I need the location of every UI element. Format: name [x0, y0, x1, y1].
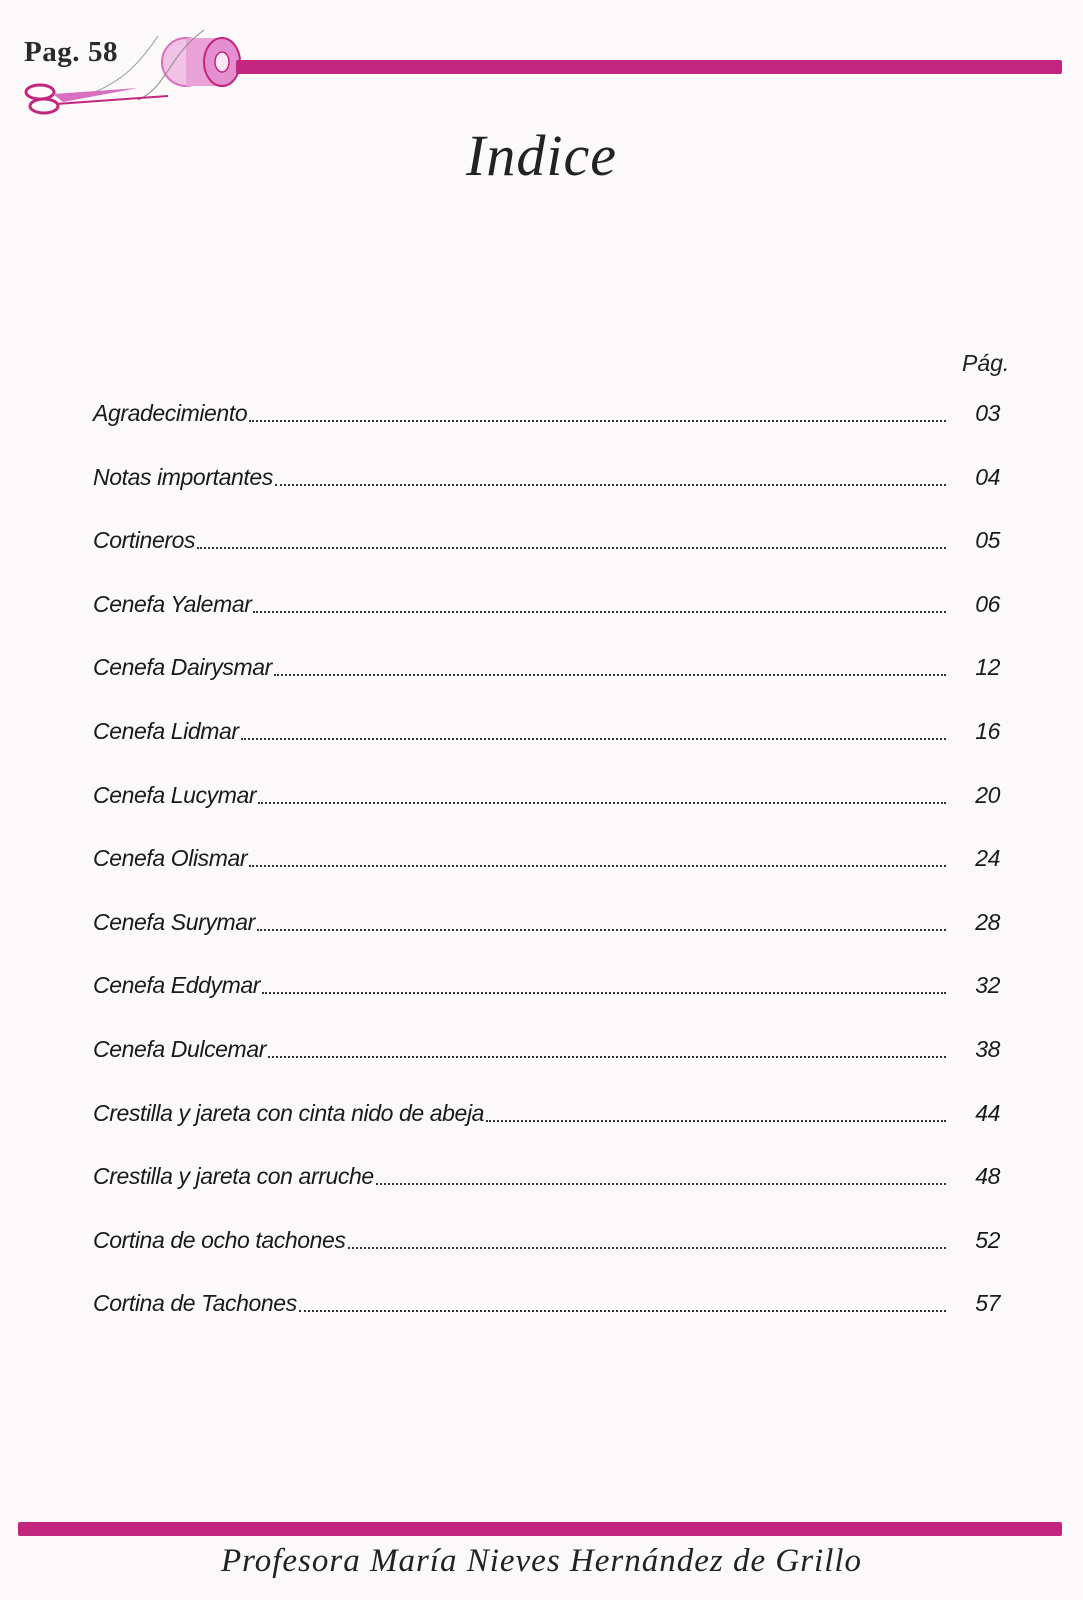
page-header [0, 0, 1083, 130]
toc-entry-page: 03 [975, 400, 1000, 426]
toc-entry-title: Cenefa Dairysmar [93, 654, 272, 681]
toc-entry [93, 464, 1010, 528]
toc-dot-leader [275, 482, 946, 486]
toc-entry-title: Cortina de ocho tachones [93, 1226, 346, 1253]
page-label-text: Pag. [24, 36, 80, 68]
toc-entry [93, 718, 1010, 782]
toc-dot-leader [299, 1308, 946, 1312]
toc-dot-leader [274, 672, 946, 676]
toc-entry [93, 654, 1010, 718]
toc-entry-page: 32 [975, 972, 1000, 999]
toc-entry-page: 06 [975, 590, 1000, 617]
footer-divider-bar [18, 1522, 1062, 1536]
toc-entry [93, 909, 1010, 973]
toc-entry [93, 845, 1010, 909]
toc-entry-title: Cenefa Eddymar [93, 972, 260, 999]
toc-dot-leader [249, 863, 946, 867]
toc-dot-leader [241, 736, 946, 740]
toc-entry-title: Cortineros [93, 527, 196, 554]
toc-entry-title: Cenefa Dulcemar [93, 1035, 266, 1062]
toc-dot-leader [249, 418, 946, 422]
toc-entry-page: 28 [975, 908, 1000, 935]
toc-dot-leader [262, 990, 946, 994]
toc-entry-page: 52 [975, 1226, 1000, 1253]
toc-entry [93, 972, 1010, 1036]
toc-entry [93, 527, 1010, 591]
toc-entry-page: 44 [975, 1099, 1000, 1126]
toc-dot-leader [258, 800, 946, 804]
toc-dot-leader [486, 1118, 946, 1122]
toc-entry [93, 400, 1010, 464]
toc-entry-page: 48 [975, 1163, 1000, 1190]
toc-entry-title: Cenefa Lucymar [93, 781, 257, 808]
toc-entry-page: 04 [975, 463, 1000, 490]
page-title: Indice [466, 123, 617, 188]
toc-entry-title: Cenefa Olismar [93, 845, 248, 872]
toc-entry [93, 782, 1010, 846]
table-of-contents [93, 400, 1010, 1354]
toc-entry-title: Cenefa Surymar [93, 908, 255, 935]
toc-entry [93, 591, 1010, 655]
toc-entry-title: Cenefa Lidmar [93, 717, 239, 744]
toc-entry-page: 57 [975, 1290, 1000, 1317]
toc-entry-page: 12 [975, 654, 1000, 681]
toc-dot-leader [257, 927, 946, 931]
toc-entry-title: Notas importantes [93, 463, 273, 490]
toc-entry [93, 1163, 1010, 1227]
toc-dot-leader [376, 1181, 946, 1185]
author-footer: Profesora María Nieves Hernández de Grillo [220, 1543, 863, 1579]
toc-dot-leader [253, 609, 946, 613]
toc-entry-title: Crestilla y jareta con arruche [93, 1163, 374, 1190]
toc-entry [93, 1100, 1010, 1164]
toc-entry-title: Crestilla y jareta con cinta nido de abeja [93, 1099, 485, 1126]
toc-entry-title: Agradecimiento [93, 400, 248, 426]
toc-entry [93, 1036, 1010, 1100]
toc-dot-leader [197, 545, 946, 549]
header-divider-bar [236, 60, 1062, 74]
toc-entry-page: 20 [975, 781, 1000, 808]
page-column-header: Pág. [962, 350, 1010, 376]
toc-entry-page: 38 [975, 1035, 1000, 1062]
toc-dot-leader [268, 1054, 946, 1058]
toc-entry-title: Cortina de Tachones [93, 1290, 297, 1317]
toc-dot-leader [348, 1245, 946, 1249]
toc-entry-page: 05 [975, 527, 1000, 554]
toc-entry-title: Cenefa Yalemar [93, 590, 252, 617]
toc-entry-page: 16 [975, 717, 1000, 744]
toc-entry-page: 24 [975, 845, 1000, 872]
toc-entry [93, 1227, 1010, 1291]
page-number: 58 [87, 36, 118, 68]
toc-entry [93, 1290, 1010, 1354]
page-number-label [24, 36, 118, 69]
